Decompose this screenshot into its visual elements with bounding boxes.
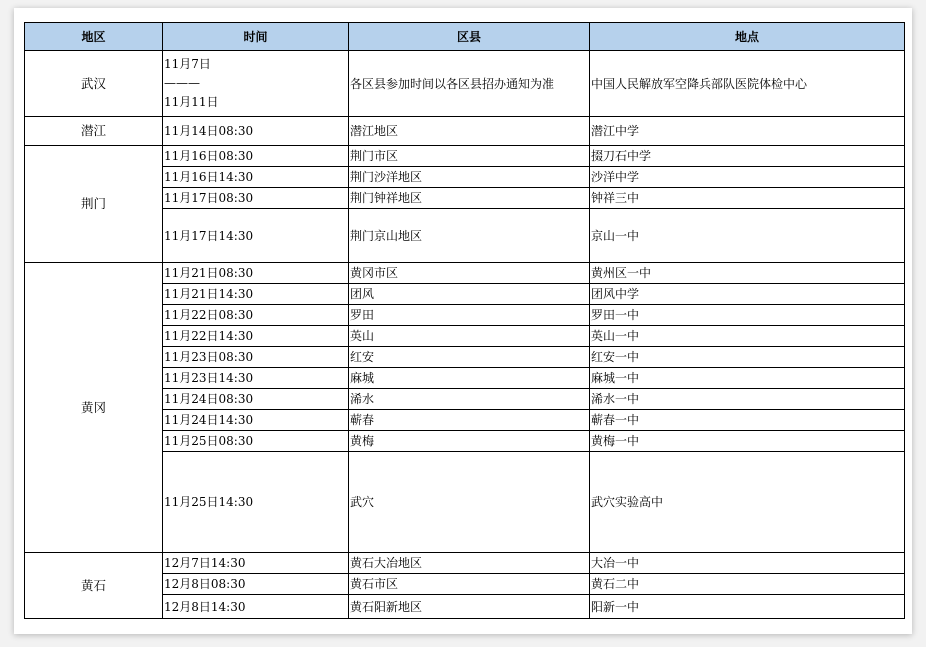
county-cell: 黄石大冶地区 — [349, 553, 590, 574]
time-cell: 12月7日14:30 — [163, 553, 349, 574]
county-cell: 荆门钟祥地区 — [349, 188, 590, 209]
county-cell: 各区县参加时间以各区县招办通知为准 — [349, 51, 590, 117]
place-cell: 黄州区一中 — [590, 263, 905, 284]
table-row — [25, 263, 905, 284]
place-cell: 麻城一中 — [590, 368, 905, 389]
table-row — [25, 51, 905, 117]
header-place: 地点 — [590, 23, 905, 51]
county-cell: 荆门市区 — [349, 146, 590, 167]
place-cell: 潜江中学 — [590, 117, 905, 146]
place-cell: 钟祥三中 — [590, 188, 905, 209]
place-cell: 阳新一中 — [590, 595, 905, 619]
county-cell: 黄石市区 — [349, 574, 590, 595]
county-cell: 英山 — [349, 326, 590, 347]
place-cell: 大冶一中 — [590, 553, 905, 574]
place-cell: 中国人民解放军空降兵部队医院体检中心 — [590, 51, 905, 117]
header-time: 时间 — [163, 23, 349, 51]
time-cell: 11月23日08:30 — [163, 347, 349, 368]
time-cell: 11月22日14:30 — [163, 326, 349, 347]
county-cell: 蕲春 — [349, 410, 590, 431]
region-cell: 潜江 — [25, 117, 163, 146]
place-cell: 京山一中 — [590, 209, 905, 263]
county-cell: 罗田 — [349, 305, 590, 326]
time-cell: 12月8日08:30 — [163, 574, 349, 595]
county-cell: 麻城 — [349, 368, 590, 389]
time-cell: 11月16日08:30 — [163, 146, 349, 167]
time-cell: 11月21日08:30 — [163, 263, 349, 284]
place-cell: 英山一中 — [590, 326, 905, 347]
time-cell: 11月25日14:30 — [163, 452, 349, 553]
header-row — [25, 23, 905, 51]
county-cell: 红安 — [349, 347, 590, 368]
region-cell: 黄石 — [25, 553, 163, 619]
table-row — [25, 146, 905, 167]
time-dash: ——— — [164, 76, 200, 90]
header-county: 区县 — [349, 23, 590, 51]
county-cell: 黄梅 — [349, 431, 590, 452]
county-cell: 黄石阳新地区 — [349, 595, 590, 619]
region-cell: 黄冈 — [25, 263, 163, 553]
time-cell: 11月17日14:30 — [163, 209, 349, 263]
time-cell: 11月17日08:30 — [163, 188, 349, 209]
county-cell: 潜江地区 — [349, 117, 590, 146]
time-cell: 11月21日14:30 — [163, 284, 349, 305]
county-cell: 荆门京山地区 — [349, 209, 590, 263]
header-region: 地区 — [25, 23, 163, 51]
schedule-table — [24, 22, 905, 619]
time-cell: 11月25日08:30 — [163, 431, 349, 452]
table-row — [25, 117, 905, 146]
county-cell: 浠水 — [349, 389, 590, 410]
place-cell: 罗田一中 — [590, 305, 905, 326]
time-cell: 11月23日14:30 — [163, 368, 349, 389]
time-cell — [163, 51, 349, 117]
place-cell: 浠水一中 — [590, 389, 905, 410]
time-cell: 11月22日08:30 — [163, 305, 349, 326]
place-cell: 团风中学 — [590, 284, 905, 305]
place-cell: 红安一中 — [590, 347, 905, 368]
time-end: 11月11日 — [164, 95, 219, 109]
time-cell: 11月24日08:30 — [163, 389, 349, 410]
document-page — [14, 8, 912, 634]
table-row — [25, 553, 905, 574]
place-cell: 武穴实验高中 — [590, 452, 905, 553]
place-cell: 掇刀石中学 — [590, 146, 905, 167]
time-start: 11月7日 — [164, 57, 211, 71]
county-cell: 黄冈市区 — [349, 263, 590, 284]
county-cell: 团风 — [349, 284, 590, 305]
time-cell: 11月16日14:30 — [163, 167, 349, 188]
time-cell: 12月8日14:30 — [163, 595, 349, 619]
county-cell: 武穴 — [349, 452, 590, 553]
time-cell: 11月14日08:30 — [163, 117, 349, 146]
place-cell: 沙洋中学 — [590, 167, 905, 188]
place-cell: 蕲春一中 — [590, 410, 905, 431]
place-cell: 黄梅一中 — [590, 431, 905, 452]
region-cell: 荆门 — [25, 146, 163, 263]
place-cell: 黄石二中 — [590, 574, 905, 595]
county-cell: 荆门沙洋地区 — [349, 167, 590, 188]
time-cell: 11月24日14:30 — [163, 410, 349, 431]
region-cell: 武汉 — [25, 51, 163, 117]
